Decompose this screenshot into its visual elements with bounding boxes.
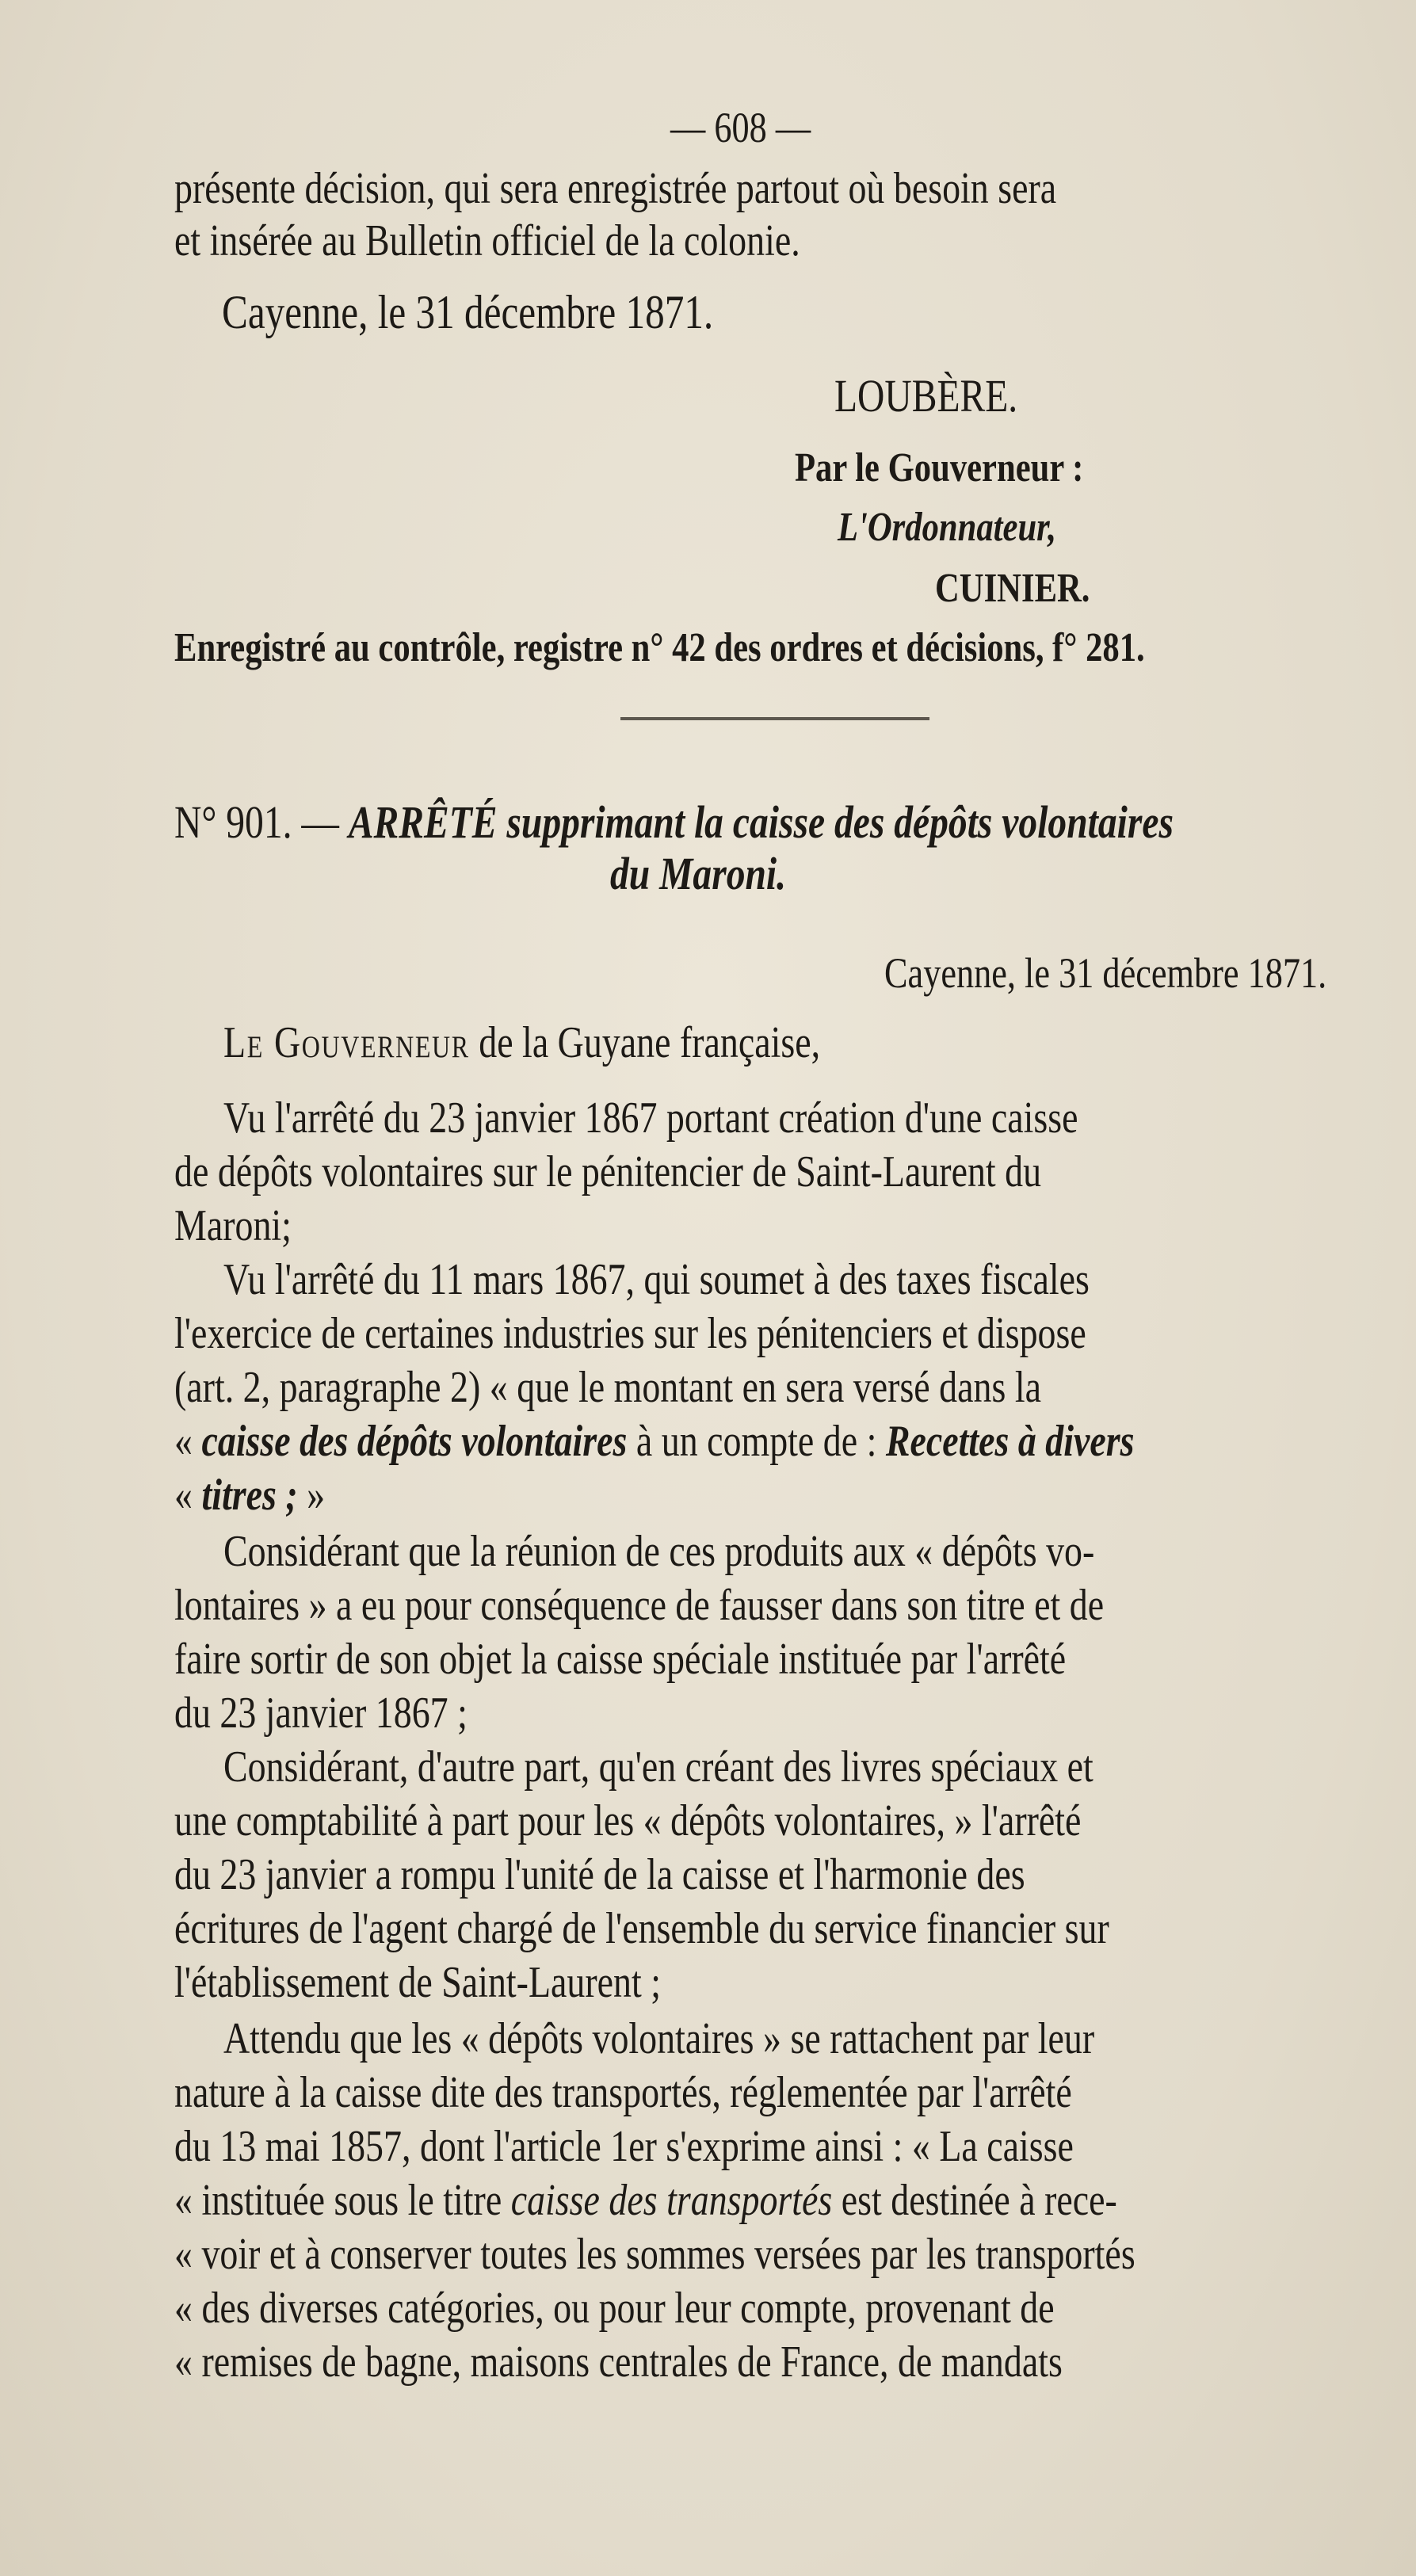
signature-by: Par le Gouverneur : <box>795 445 1084 490</box>
arrete-number: N° 901. — <box>174 796 339 848</box>
governor-label: Le Gouverneur <box>223 1018 470 1067</box>
body-line-9: Considérant que la réunion de ces produits aux « dépôts vo- <box>223 1527 1095 1576</box>
body-line-4: Vu l'arrêté du 11 mars 1867, qui soumet à des taxes fiscales <box>223 1255 1090 1304</box>
body-line-1: Vu l'arrêté du 23 janvier 1867 portant création d'une caisse <box>223 1093 1078 1143</box>
body-line-23: « des diverses catégories, ou pour leur compte, provenant de <box>174 2284 1055 2333</box>
body-line-8: « titres ; » <box>174 1471 326 1520</box>
intro-dateline: Cayenne, le 31 décembre 1871. <box>222 286 714 338</box>
body-line-15: du 23 janvier a rompu l'unité de la caisse et l'harmonie des <box>174 1850 1025 1899</box>
body-line-2: de dépôts volontaires sur le pénitencier de Saint-Laurent du <box>174 1147 1042 1196</box>
arrete-title-line-1 <box>174 796 1393 849</box>
signature-governor: LOUBÈRE. <box>834 370 1018 422</box>
arrete-title: ARRÊTÉ supprimant la caisse des dépôts volontaires <box>348 796 1174 848</box>
body-line-3: Maroni; <box>174 1201 292 1250</box>
arrete-title-line-2: du Maroni. <box>610 848 787 899</box>
body-line-21: « instituée sous le titre caisse des transportés est destinée à rece- <box>174 2176 1117 2225</box>
body-line-18: Attendu que les « dépôts volontaires » se rattachent par leur <box>223 2014 1095 2063</box>
registration-note: Enregistré au contrôle, registre n° 42 des ordres et décisions, f° 281. <box>174 625 1145 670</box>
page-number: — 608 — <box>670 104 811 151</box>
signature-name: CUINIER. <box>935 566 1090 611</box>
body-line-14: une comptabilité à part pour les « dépôts volontaires, » l'arrêté <box>174 1796 1082 1845</box>
signature-title: L'Ordonnateur, <box>838 505 1057 550</box>
intro-line-1: présente décision, qui sera enregistrée partout où besoin sera <box>174 164 1057 213</box>
section-divider <box>620 717 929 720</box>
body-line-10: lontaires » a eu pour conséquence de fausser dans son titre et de <box>174 1581 1105 1630</box>
body-line-13: Considérant, d'autre part, qu'en créant des livres spéciaux et <box>223 1742 1093 1792</box>
body-line-17: l'établissement de Saint-Laurent ; <box>174 1958 661 2007</box>
body-line-22: « voir et à conserver toutes les sommes versées par les transportés <box>174 2230 1135 2279</box>
body-line-24: « remises de bagne, maisons centrales de France, de mandats <box>174 2337 1063 2387</box>
governor-rest: de la Guyane française, <box>479 1018 821 1067</box>
body-line-12: du 23 janvier 1867 ; <box>174 1689 468 1738</box>
body-line-11: faire sortir de son objet la caisse spéciale instituée par l'arrêté <box>174 1635 1067 1684</box>
body-line-20: du 13 mai 1857, dont l'article 1er s'exprime ainsi : « La caisse <box>174 2122 1074 2171</box>
body-line-5: l'exercice de certaines industries sur les pénitenciers et dispose <box>174 1309 1086 1358</box>
body-line-16: écritures de l'agent chargé de l'ensemble du service financier sur <box>174 1904 1109 1953</box>
body-line-7: « caisse des dépôts volontaires à un compte de : Recettes à divers <box>174 1417 1135 1466</box>
governor-heading <box>223 1017 951 1069</box>
body-line-19: nature à la caisse dite des transportés, réglementée par l'arrêté <box>174 2068 1072 2117</box>
arrete-dateline: Cayenne, le 31 décembre 1871. <box>884 949 1327 997</box>
intro-line-2: et insérée au Bulletin officiel de la colonie. <box>174 216 800 265</box>
body-line-6: (art. 2, paragraphe 2) « que le montant en sera versé dans la <box>174 1363 1041 1412</box>
